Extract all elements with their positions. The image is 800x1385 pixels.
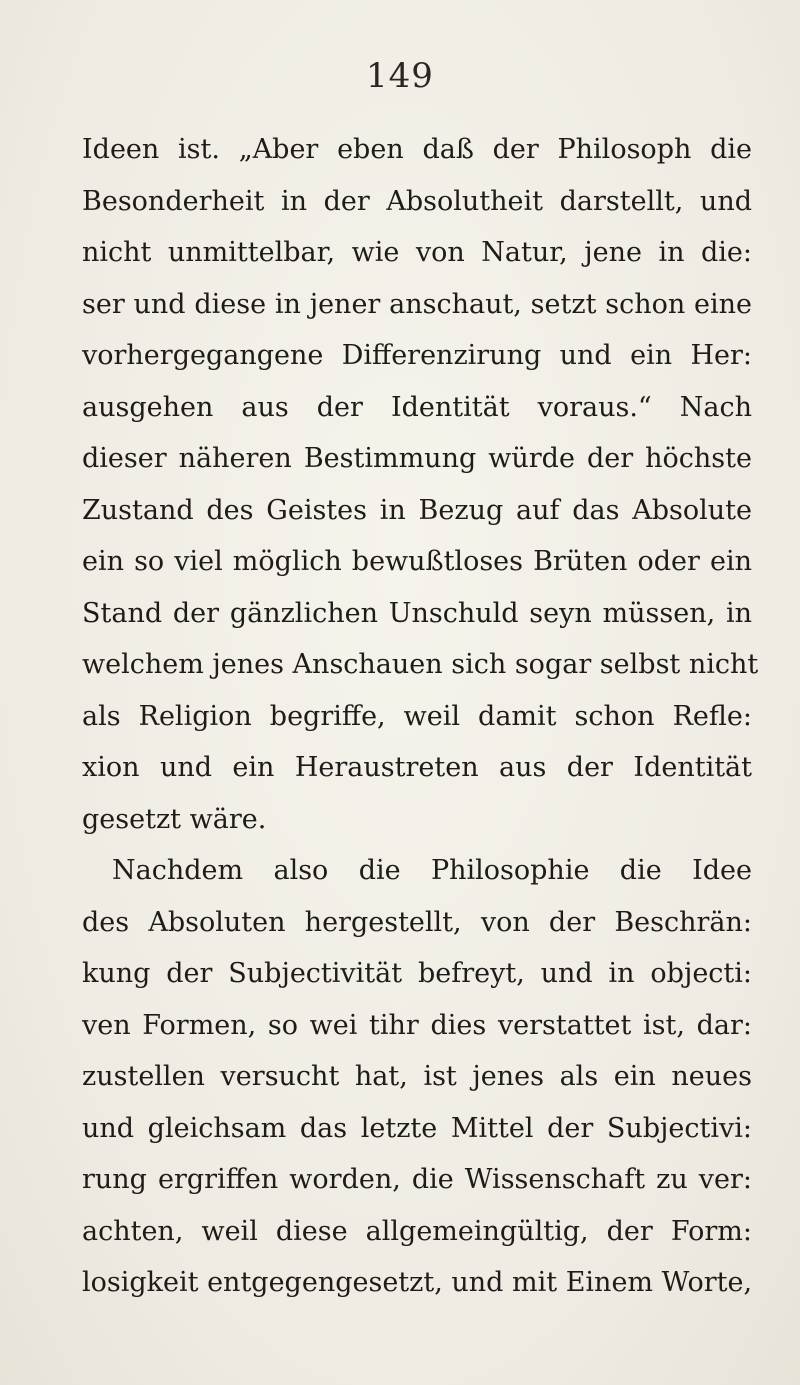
text-line: kung der Subjectivität befreyt, und in objecti: <box>82 958 752 989</box>
text-line: des Absoluten hergestellt, von der Beschrän: <box>82 906 752 938</box>
text-line: xion und ein Heraustreten aus der Identität <box>82 752 752 783</box>
text-line: rung ergriffen worden, die Wissenschaft zu ver: <box>82 1164 752 1195</box>
text-line: zustellen versucht hat, ist jenes als ein neues <box>82 1061 752 1092</box>
text-line: Zustand des Geistes in Bezug auf das Absolute <box>82 494 752 526</box>
text-line: Besonderheit in der Absolutheit darstellt, und <box>82 185 752 217</box>
text-line: ein so viel möglich bewußtloses Brüten oder ein <box>82 546 752 577</box>
text-line: vorhergegangene Differenzirung und ein Her: <box>82 340 752 371</box>
text-line: dieser näheren Bestimmung würde der höchste <box>82 443 752 474</box>
text-line: achten, weil diese allgemeingültig, der Form: <box>82 1215 752 1247</box>
text-line: ser und diese in jener anschaut, setzt schon eine <box>82 288 752 320</box>
text-line-paragraph-end: gesetzt wäre. <box>82 803 267 835</box>
text-line: Ideen ist. „Aber eben daß der Philosoph die <box>82 134 752 165</box>
text-line: losigkeit entgegengesetzt, und mit Einem Worte, <box>82 1267 753 1298</box>
text-line: Stand der gänzlichen Unschuld seyn müssen, in <box>82 597 752 629</box>
text-line: nicht unmittelbar, wie von Natur, jene in die: <box>82 237 752 268</box>
text-line: und gleichsam das letzte Mittel der Subjectivi: <box>82 1112 752 1144</box>
page-number: 149 <box>366 56 434 96</box>
text-line: als Religion begriffe, weil damit schon Refle: <box>82 700 752 732</box>
text-line-paragraph-start: Nachdem also die Philosophie die Idee <box>112 855 752 886</box>
text-line: ausgehen aus der Identität voraus.“ Nach <box>82 391 752 423</box>
text-line: ven Formen, so wei tihr dies verstattet ist, dar: <box>82 1009 752 1041</box>
text-line: welchem jenes Anschauen sich sogar selbst nicht <box>82 649 759 680</box>
body-text <box>82 124 759 1309</box>
